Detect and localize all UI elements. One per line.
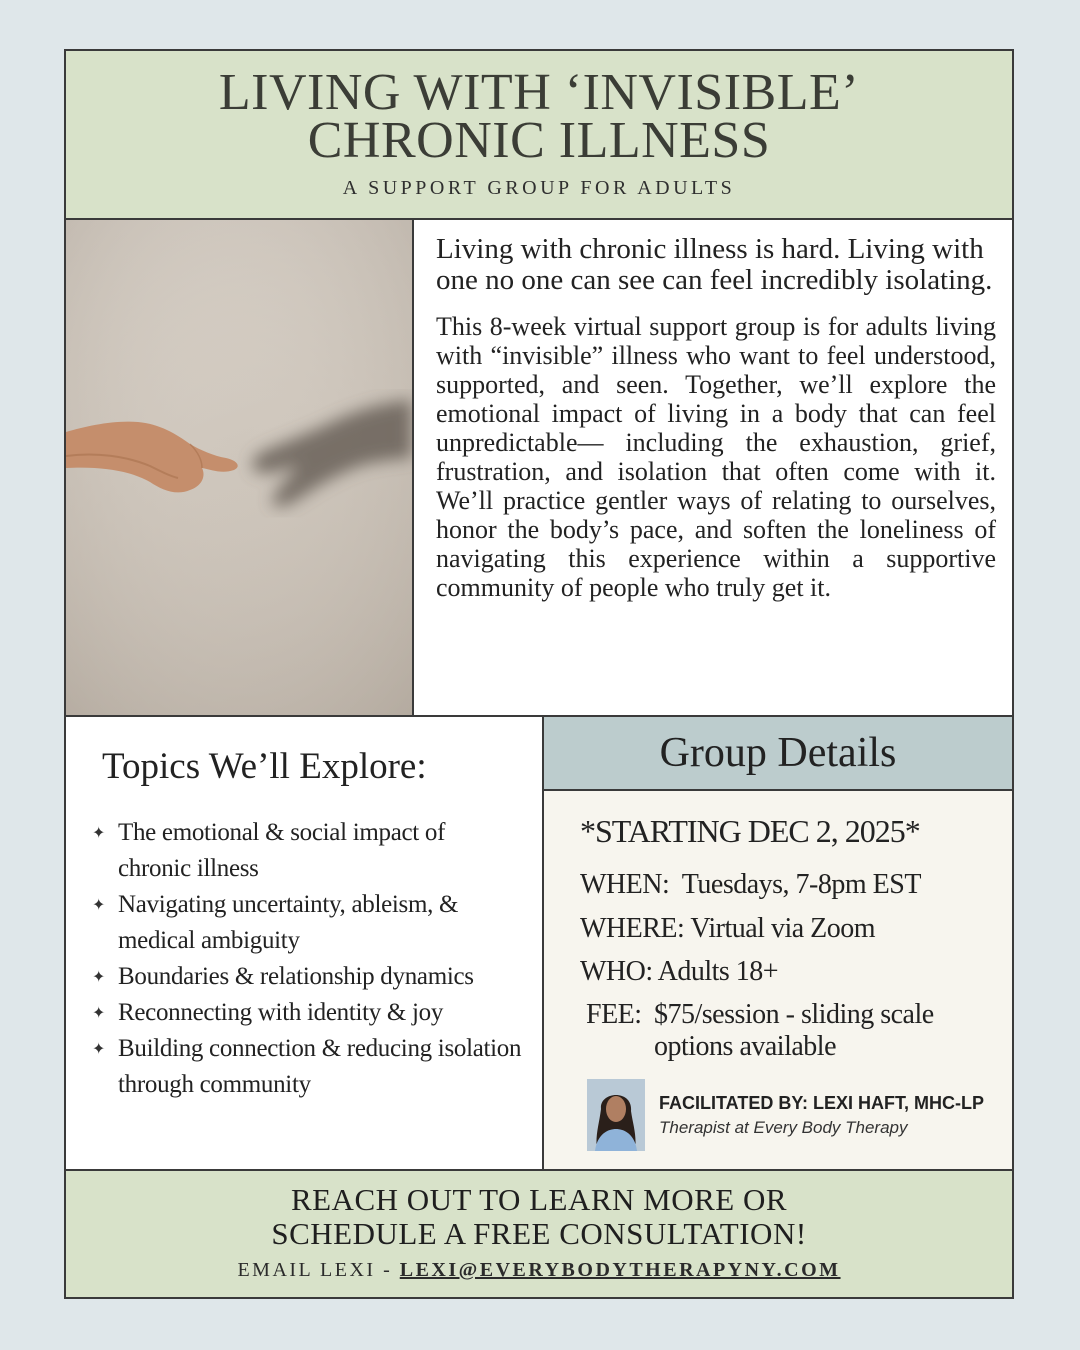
topic-text: Boundaries & relationship dynamics [118,963,474,990]
who-row [580,956,778,988]
topics-list [92,815,522,1103]
group-details-header [544,717,1012,791]
intro-body: This 8-week virtual support group is for adults living with “invisible” illness who want to feel understood, supported, and seen. Together, we’ll explore the emotional impact of living in a body that can feel unpredictable— including the exhaustion, grief, frustration, and isolation that often come with it. We’ll practice gentler ways of relating to ourselves, honor the body’s pace, and soften the loneliness of navigating this experience within a supportive community of people who truly get it. [436,312,996,602]
where-value: Virtual via Zoom [690,913,876,944]
facilitator-portrait [587,1079,645,1151]
topics-title: Topics We’ll Explore: [102,746,427,787]
intro-section [414,220,1012,715]
list-item [92,1031,522,1103]
where-label: WHERE: [580,913,685,944]
when-value: Tuesdays, 7-8pm EST [681,869,921,900]
list-item [92,995,522,1031]
facilitator-avatar [587,1079,645,1151]
group-details-section [544,717,1012,1169]
flyer-subtitle: A SUPPORT GROUP FOR ADULTS [342,177,736,199]
four-point-star-icon: ✦ [92,1003,106,1022]
when-label: WHEN: [580,869,670,900]
flyer-title [66,51,1012,169]
title-line-1: LIVING WITH ‘INVISIBLE’ [218,64,860,121]
fee-value: $75/session - sliding scale options available [654,999,934,1062]
topic-text: The emotional & social impact of chronic illness [118,819,446,882]
four-point-star-icon: ✦ [92,1039,106,1058]
call-to-action [66,1171,1012,1251]
email-link[interactable]: LEXI@EVERYBODYTHERAPYNY.COM [399,1259,841,1281]
intro-lead: Living with chronic illness is hard. Living with one no one can see can feel incredibly isolating. [436,233,993,296]
hands-reaching-photo [66,220,414,715]
facilitator-name: FACILITATED BY: LEXI HAFT, MHC-LP [659,1093,984,1113]
who-label: WHO: [580,956,653,987]
fee-label: FEE: [586,999,642,1030]
start-date: *STARTING DEC 2, 2025* [580,813,920,849]
who-value: Adults 18+ [657,956,779,987]
four-point-star-icon: ✦ [92,967,106,986]
hands-illustration [66,220,412,715]
where-row [580,913,875,945]
facilitator-role: Therapist at Every Body Therapy [659,1118,908,1137]
fee-row [586,999,934,1062]
title-line-2: CHRONIC ILLNESS [307,112,771,169]
flyer-header [66,51,1012,220]
cta-line-1: REACH OUT TO LEARN MORE OR [290,1182,788,1217]
topics-section [66,717,544,1169]
list-item [92,887,522,959]
email-line [66,1259,1012,1282]
email-prefix: EMAIL LEXI - [237,1259,393,1281]
four-point-star-icon: ✦ [92,895,106,914]
flyer-footer [66,1169,1012,1297]
topic-text: Building connection & reducing isolation through community [118,1035,522,1098]
topic-text: Navigating uncertainty, ableism, & medical ambiguity [118,891,459,954]
cta-line-2: SCHEDULE A FREE CONSULTATION! [271,1216,807,1251]
group-details-title: Group Details [659,730,897,776]
when-row [580,869,921,901]
topic-text: Reconnecting with identity & joy [118,999,444,1026]
four-point-star-icon: ✦ [92,823,106,842]
list-item [92,959,522,995]
flyer-frame [64,49,1014,1299]
list-item [92,815,522,887]
